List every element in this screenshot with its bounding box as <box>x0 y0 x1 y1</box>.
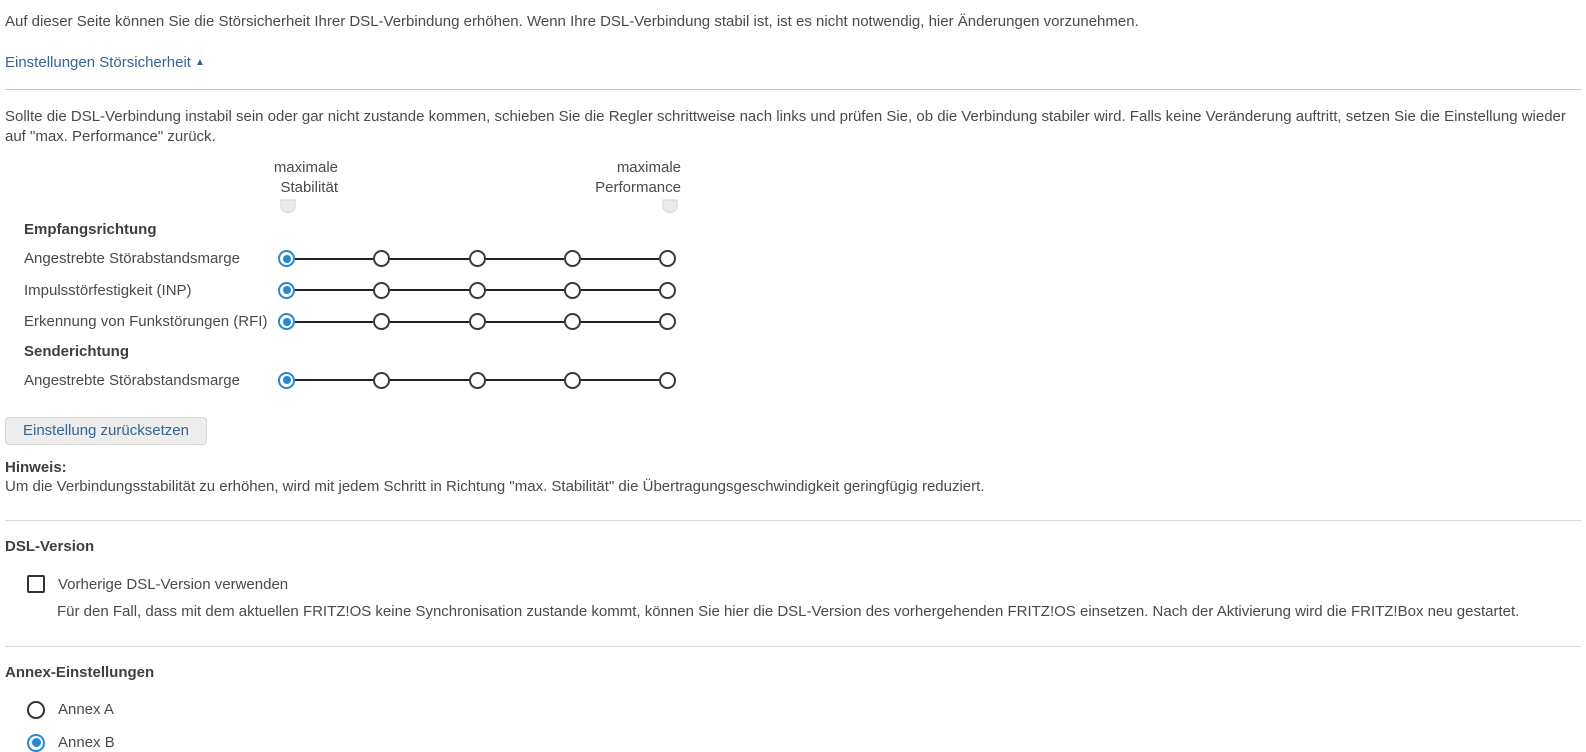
toggle-link-label: Einstellungen Störsicherheit <box>5 54 191 71</box>
slider-row-rfi <box>24 306 1581 338</box>
group-label: Senderichtung <box>24 342 130 360</box>
radio-label: Annex B <box>58 734 115 751</box>
slider-line <box>295 258 373 260</box>
divider <box>5 520 1581 521</box>
slider-radio[interactable] <box>373 372 390 389</box>
slider-radio[interactable] <box>564 282 581 299</box>
header-max-stability: maximale Stabilität <box>273 159 338 196</box>
slider-radio-selected[interactable] <box>278 282 295 299</box>
chevron-up-icon: ▲ <box>194 57 205 68</box>
slider-track <box>278 250 676 267</box>
slider-row-label: Impulsstörfestigkeit (INP) <box>24 281 192 299</box>
slider-table-header <box>24 154 1581 216</box>
slider-line <box>581 321 659 323</box>
slider-line <box>581 258 659 260</box>
slider-radio[interactable] <box>564 313 581 330</box>
checkbox-label: Vorherige DSL-Version verwenden <box>58 575 289 593</box>
annex-a-radio-row[interactable] <box>27 700 1581 719</box>
slider-radio[interactable] <box>373 250 390 267</box>
slider-row-stoerabstandsmarge-rx <box>24 243 1581 275</box>
group-label: Empfangsrichtung <box>24 221 157 238</box>
slider-line <box>581 379 659 381</box>
previous-dsl-version-checkbox-row[interactable] <box>27 575 1581 593</box>
annex-b-radio-row[interactable] <box>27 733 1581 752</box>
divider <box>5 646 1581 647</box>
slider-radio[interactable] <box>659 313 676 330</box>
dsl-version-title: DSL-Version <box>5 538 95 555</box>
slider-line <box>390 258 468 260</box>
slider-row-label: Angestrebte Störabstandsmarge <box>24 250 240 268</box>
note-text: Um die Verbindungsstabilität zu erhöhen, wird mit jedem Schritt in Richtung "max. Stabilität" die Übertragungsgeschwindigkeit geringfügig reduziert. <box>5 478 985 495</box>
slider-radio[interactable] <box>564 250 581 267</box>
slider-radio-selected[interactable] <box>278 250 295 267</box>
slider-line <box>486 258 564 260</box>
annex-b-radio-selected[interactable] <box>27 734 45 752</box>
slider-radio[interactable] <box>469 250 486 267</box>
slider-line <box>295 289 373 291</box>
annex-settings-title: Annex-Einstellungen <box>5 664 155 681</box>
previous-dsl-version-checkbox[interactable] <box>27 575 45 593</box>
slider-radio[interactable] <box>659 282 676 299</box>
slider-row-label: Erkennung von Funkstörungen (RFI) <box>24 313 268 331</box>
stoersicherheit-description: Sollte die DSL-Verbindung instabil sein oder gar nicht zustande kommen, schieben Sie die Regler schrittweise nach links und prüfen Sie, ob die Verbindung stabiler wird. Falls keine Veränderung auftritt, setzen Sie die Einstellung wieder auf "max. Performance" zurück. <box>5 108 1566 145</box>
slider-line <box>486 289 564 291</box>
slider-radio[interactable] <box>659 250 676 267</box>
slider-radio[interactable] <box>659 372 676 389</box>
stoersicherheit-toggle-link[interactable] <box>5 54 205 71</box>
slider-row-label: Angestrebte Störabstandsmarge <box>24 371 240 389</box>
slider-radio-selected[interactable] <box>278 313 295 330</box>
slider-radio[interactable] <box>564 372 581 389</box>
slider-line <box>390 379 468 381</box>
dsl-settings-page <box>0 12 1586 752</box>
divider <box>5 89 1581 90</box>
slider-line <box>390 289 468 291</box>
shield-icon <box>662 199 678 214</box>
slider-line <box>581 289 659 291</box>
slider-radio[interactable] <box>469 372 486 389</box>
slider-radio[interactable] <box>469 313 486 330</box>
stoersicherheit-slider-table <box>24 154 1581 396</box>
slider-track <box>278 313 676 330</box>
slider-line <box>486 379 564 381</box>
slider-line <box>390 321 468 323</box>
slider-row-inp <box>24 275 1581 307</box>
group-row-senderichtung <box>24 338 1581 365</box>
radio-label: Annex A <box>58 701 114 718</box>
reset-settings-button[interactable]: Einstellung zurücksetzen <box>5 417 207 445</box>
slider-track <box>278 282 676 299</box>
group-row-empfangsrichtung <box>24 216 1581 243</box>
slider-line <box>295 379 373 381</box>
slider-row-stoerabstandsmarge-tx <box>24 365 1581 397</box>
header-max-performance: maximale Performance <box>595 159 681 196</box>
page-intro: Auf dieser Seite können Sie die Störsicherheit Ihrer DSL-Verbindung erhöhen. Wenn Ihre DSL-Verbindung stabil ist, ist es nicht notwendig, hier Änderungen vorzunehmen. <box>5 13 1139 30</box>
dsl-version-help-text: Für den Fall, dass mit dem aktuellen FRITZ!OS keine Synchronisation zustande kommt, können Sie hier die DSL-Version des vorhergehenden FRITZ!OS einsetzen. Nach der Aktivierung wird die FRITZ!Box neu gestartet. <box>57 603 1520 620</box>
slider-radio-selected[interactable] <box>278 372 295 389</box>
slider-line <box>295 321 373 323</box>
slider-radio[interactable] <box>373 313 390 330</box>
slider-radio[interactable] <box>469 282 486 299</box>
slider-radio[interactable] <box>373 282 390 299</box>
shield-icon <box>280 199 296 214</box>
annex-a-radio[interactable] <box>27 701 45 719</box>
note-title: Hinweis: <box>5 459 67 476</box>
slider-track <box>278 372 676 389</box>
slider-line <box>486 321 564 323</box>
